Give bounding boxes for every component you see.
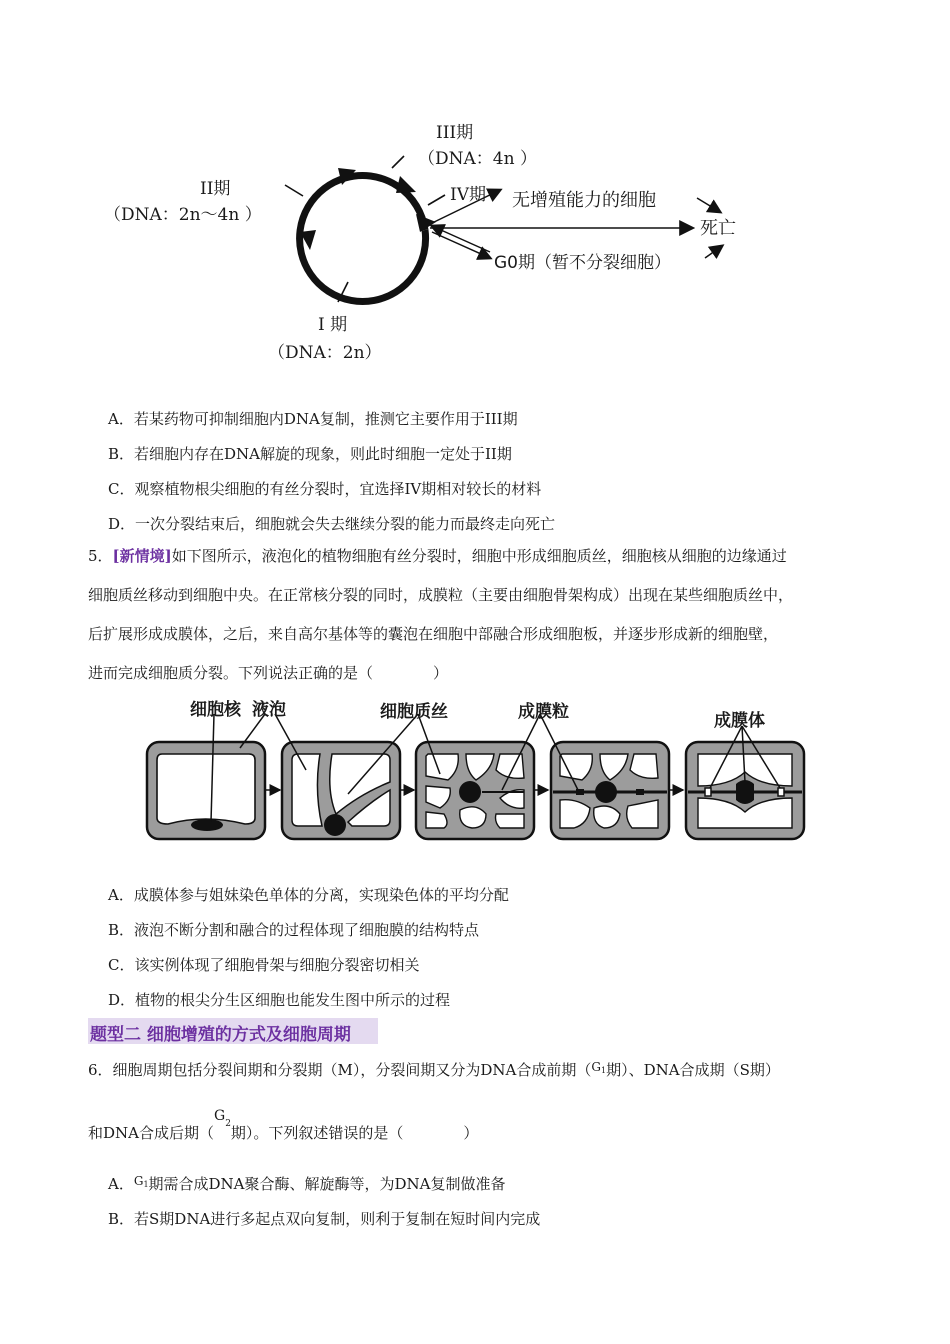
cell-stage-4 — [551, 742, 669, 839]
cell-division-diagram — [0, 690, 950, 850]
cell-stage-1 — [147, 742, 265, 839]
q6-g2: G — [214, 1108, 226, 1124]
q6-option-a-g: G — [133, 1174, 144, 1188]
q5-line3: 后扩展形成成膜体，之后，来自高尔基体等的囊泡在细胞中部融合形成细胞板，并逐步形成新的细胞壁， — [88, 625, 779, 643]
q6-line2 — [88, 1108, 479, 1144]
label-cytoplasmic-strand: 细胞质丝 — [380, 702, 448, 722]
label-g0: G0期（暂不分裂细胞） — [494, 253, 671, 273]
q5-option-d: D．植物的根尖分生区细胞也能发生图中所示的过程 — [108, 991, 451, 1009]
section-header — [88, 1018, 378, 1044]
q5-text1: 如下图所示，液泡化的植物细胞有丝分裂时，细胞中形成细胞质丝，细胞核从细胞的边缘通过 — [171, 547, 787, 565]
q5-option-b: B．液泡不断分割和融合的过程体现了细胞膜的结构特点 — [108, 921, 480, 939]
q6-option-a-sub: 1 — [143, 1180, 149, 1189]
q5-tag: [新情境] — [112, 547, 172, 565]
q5-number: 5． — [88, 547, 113, 565]
q5-option-c: C．该实例体现了细胞骨架与细胞分裂密切相关 — [108, 956, 420, 974]
q6-text2a: 和DNA合成后期（ — [88, 1124, 214, 1142]
label-no-prolif: 无增殖能力的细胞 — [512, 190, 656, 211]
label-phase2-dna: （DNA：2n～4n ） — [104, 205, 262, 225]
cell-stage-5 — [686, 742, 804, 839]
q6-g2-sub: 2 — [225, 1119, 231, 1129]
q6-g1-sub: 1 — [600, 1066, 607, 1075]
q6-g1: G — [591, 1060, 601, 1074]
label-vacuole: 液泡 — [252, 700, 286, 720]
arrow-g0-death — [705, 246, 722, 258]
label-phase4: IV期 — [450, 185, 486, 205]
q6-text1b: 期）、DNA合成期（S期） — [606, 1061, 780, 1079]
q6-option-a-text: 期需合成DNA聚合酶、解旋酶等，为DNA复制做准备 — [148, 1175, 506, 1193]
q4-option-c: C．观察植物根尖细胞的有丝分裂时，宜选择IV期相对较长的材料 — [108, 480, 542, 498]
q6-text2b: 期）。下列叙述错误的是（ ） — [230, 1124, 479, 1142]
label-phase1: I 期 — [318, 315, 348, 335]
q6-option-b: B．若S期DNA进行多起点双向复制，则利于复制在短时间内完成 — [108, 1210, 541, 1228]
cell-stage-2 — [282, 742, 400, 839]
q4-option-d: D．一次分裂结束后，细胞就会失去继续分裂的能力而最终走向死亡 — [108, 515, 556, 533]
q6-option-a-letter: A． — [108, 1175, 134, 1193]
arrow-no-prolif-death — [697, 198, 720, 212]
q5-line2: 细胞质丝移动到细胞中央。在正常核分裂的同时，成膜粒（主要由细胞骨架构成）出现在某些细胞质丝中， — [88, 586, 794, 604]
label-phase2: II期 — [200, 179, 231, 199]
q6-line1 — [88, 1060, 780, 1080]
label-phase3-dna: （DNA：4n ） — [418, 149, 537, 169]
q4-option-b: B．若细胞内存在DNA解旋的现象，则此时细胞一定处于II期 — [108, 445, 512, 463]
q6-option-a — [108, 1173, 506, 1194]
label-nucleus: 细胞核 — [190, 700, 241, 720]
arrow-to-g0 — [432, 232, 490, 258]
section-title: 题型二 细胞增殖的方式及细胞周期 — [90, 1025, 351, 1045]
q5-line4: 进而完成细胞质分裂。下列说法正确的是（ ） — [88, 664, 449, 682]
q6-text1: 6．细胞周期包括分裂间期和分裂期（M），分裂间期又分为DNA合成前期（ — [88, 1061, 592, 1079]
q5-option-a: A．成膜体参与姐妹染色单体的分离，实现染色体的平均分配 — [108, 886, 509, 904]
label-death: 死亡 — [700, 218, 736, 239]
label-phase3: III期 — [436, 123, 474, 143]
ring-arrow-right — [396, 176, 416, 193]
q5-line1 — [88, 549, 787, 564]
label-membrane-granule: 成膜粒 — [518, 702, 569, 722]
label-phase1-dna: （DNA：2n） — [268, 343, 382, 363]
label-phragmoplast: 成膜体 — [714, 711, 765, 731]
q4-option-a: A．若某药物可抑制细胞内DNA复制，推测它主要作用于III期 — [108, 410, 518, 428]
